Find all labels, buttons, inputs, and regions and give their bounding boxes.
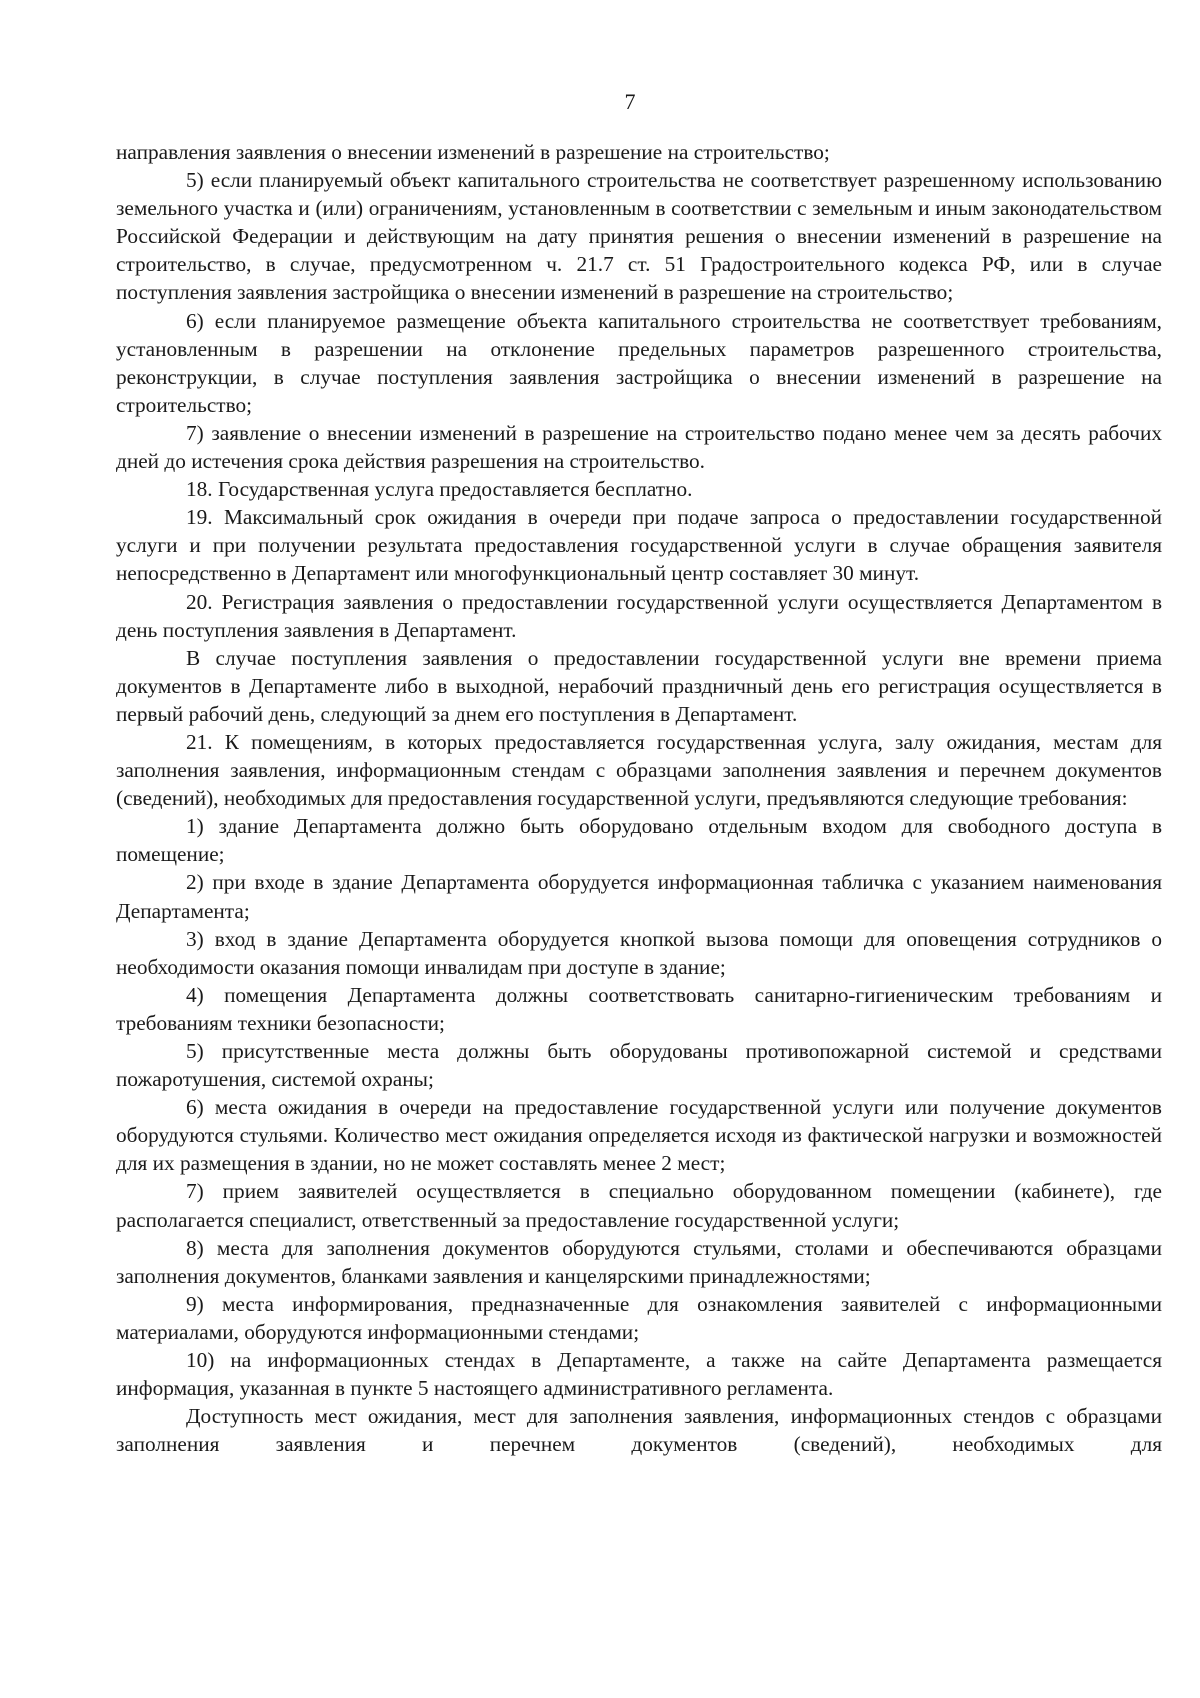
paragraph: 3) вход в здание Департамента оборудуется кнопкой вызова помощи для оповещения сотрудников о необходимости оказания помощи инвалидам при доступе в здание; (116, 926, 1162, 979)
paragraph: 6) если планируемое размещение объекта капитального строительства не соответствует требованиям, установленным в разрешении на отклонение предельных параметров разрешенного строительства, реконструкции, в случае поступления заявления застройщика о внесении изменений в разрешение на строительство; (116, 308, 1162, 417)
paragraph: 4) помещения Департамента должны соответствовать санитарно-гигиеническим требованиям и требованиям техники безопасности; (116, 982, 1162, 1035)
paragraph: 8) места для заполнения документов оборудуются стульями, столами и обеспечиваются образцами заполнения документов, бланками заявления и канцелярскими принадлежностями; (116, 1235, 1162, 1288)
paragraph: 5) если планируемый объект капитального строительства не соответствует разрешенному использованию земельного участка и (или) ограничениям, установленным в соответствии с земельным и иным законодательством Российской Федерации и действующим на дату принятия решения о внесении изменений в разрешение на строительство, в случае, предусмотренном ч. 21.7 ст. 51 Градостроительного кодекса РФ, или в случае поступления заявления застройщика о внесении изменений в разрешение на строительство; (116, 168, 1162, 305)
paragraph: 2) при входе в здание Департамента оборудуется информационная табличка с указанием наименования Департамента; (116, 870, 1162, 923)
paragraph: В случае поступления заявления о предоставлении государственной услуги вне времени приема документов в Департаменте либо в выходной, нерабочий праздничный день его регистрация осуществляется в первый рабочий день, следующий за днем его поступления в Департамент. (116, 645, 1162, 726)
paragraph: 9) места информирования, предназначенные для ознакомления заявителей с информационными материалами, оборудуются информационными стендами; (116, 1291, 1162, 1344)
paragraph: 21. К помещениям, в которых предоставляется государственная услуга, залу ожидания, местам для заполнения заявления, информационным стендам с образцами заполнения заявления и перечнем документов (сведений), необходимых для предоставления государственной услуги, предъявляются следующие требования: (116, 729, 1162, 811)
paragraph: 20. Регистрация заявления о предоставлении государственной услуги осуществляется Департаментом в день поступления заявления в Департамент. (116, 589, 1162, 642)
paragraph: 10) на информационных стендах в Департаменте, а также на сайте Департамента размещается информация, указанная в пункте 5 настоящего административного регламента. (116, 1348, 1162, 1401)
page-number: 7 (624, 89, 636, 114)
paragraph: 18. Государственная услуга предоставляется бесплатно. (186, 477, 693, 502)
paragraph: 1) здание Департамента должно быть оборудовано отдельным входом для свободного доступа в помещение; (116, 814, 1162, 867)
paragraph: 7) прием заявителей осуществляется в специально оборудованном помещении (кабинете), где располагается специалист, ответственный за предоставление государственной услуги; (116, 1179, 1162, 1232)
paragraph: направления заявления о внесении изменений в разрешение на строительство; (116, 140, 830, 164)
paragraph: 7) заявление о внесении изменений в разрешение на строительство подано менее чем за десять рабочих дней до истечения срока действия разрешения на строительство. (116, 420, 1162, 474)
paragraph: 19. Максимальный срок ожидания в очереди при подаче запроса о предоставлении государственной услуги и при получении результата предоставления государственной услуги в случае обращения заявителя непосредственно в Департамент или многофункциональный центр составляет 30 минут. (116, 505, 1162, 586)
document-body (116, 138, 1162, 1458)
paragraph: 5) присутственные места должны быть оборудованы противопожарной системой и средствами пожаротушения, системой охраны; (116, 1039, 1162, 1092)
paragraph: 6) места ожидания в очереди на предоставление государственной услуги или получение документов оборудуются стульями. Количество мест ожидания определяется исходя из фактической нагрузки и возможностей для их размещения в здании, но не может составлять менее 2 мест; (116, 1095, 1162, 1176)
paragraph: Доступность мест ожидания, мест для заполнения заявления, информационных стендов с образцами заполнения заявления и перечнем документов (сведений), необходимых для (116, 1404, 1162, 1457)
